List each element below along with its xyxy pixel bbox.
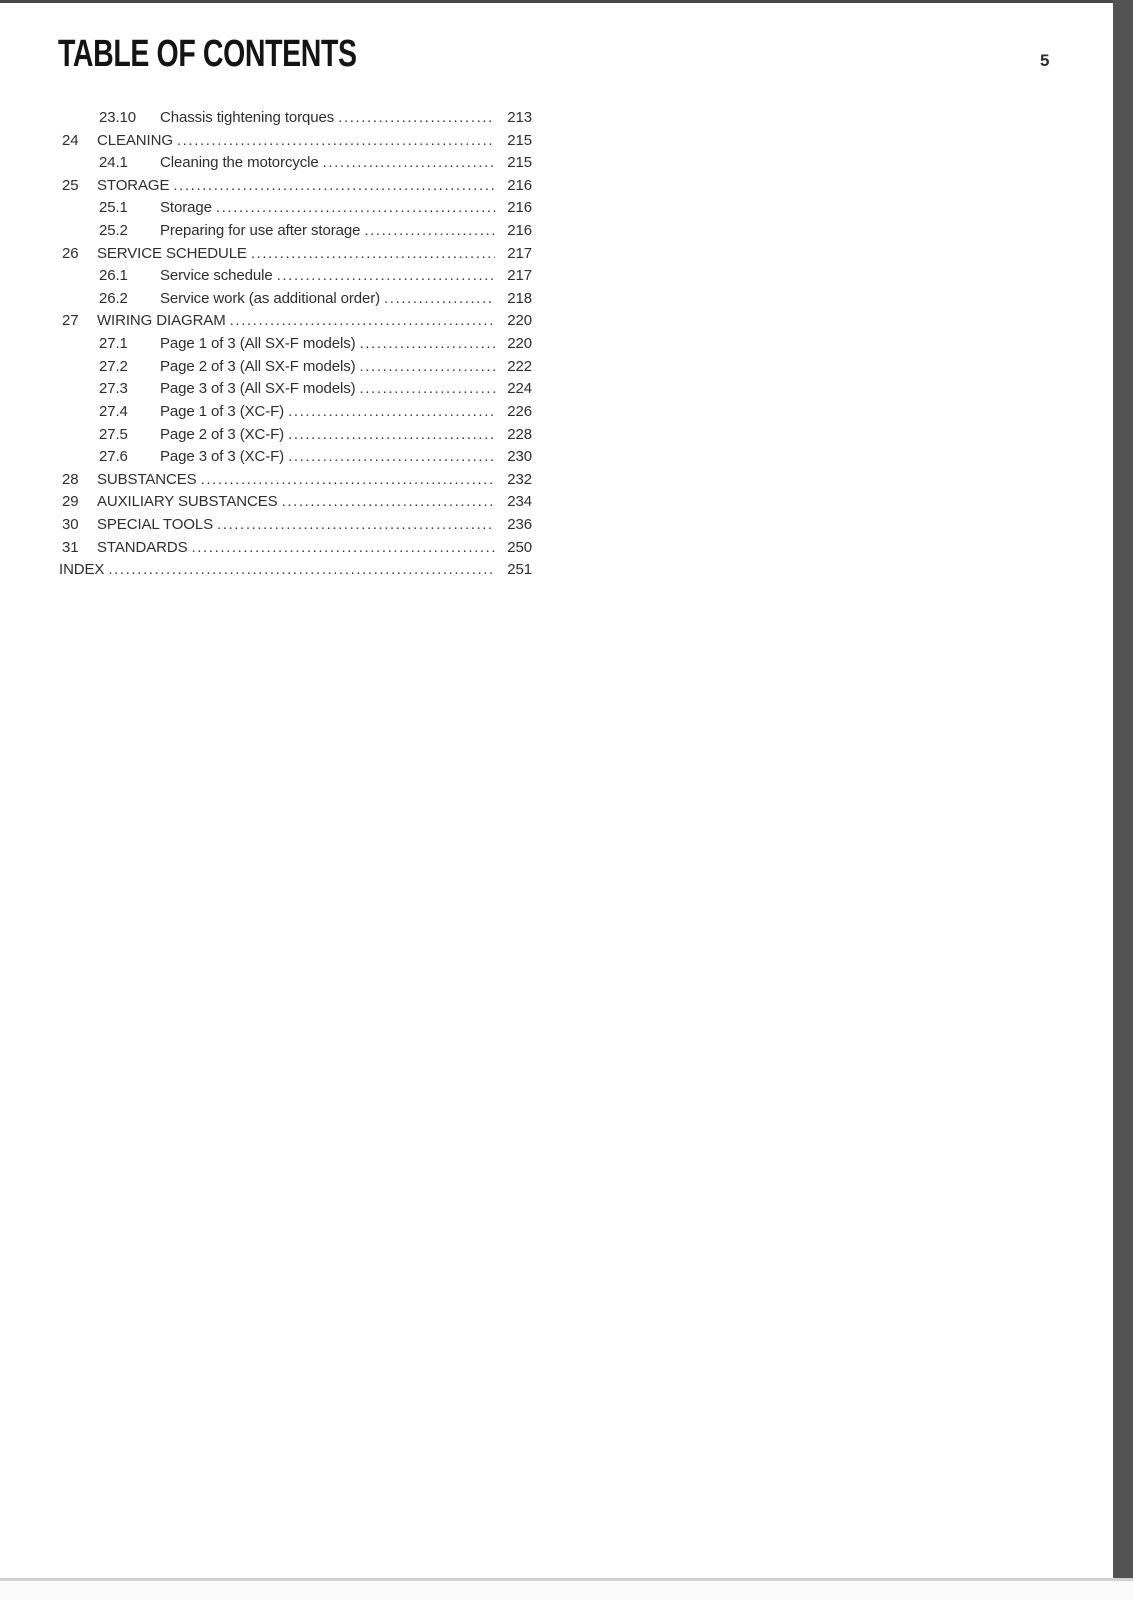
toc-entry — [0, 401, 532, 424]
toc-entry — [0, 424, 532, 447]
dot-leader — [288, 446, 495, 469]
toc-entry-number: 30 — [62, 515, 79, 533]
dot-leader — [177, 130, 495, 153]
dot-leader — [217, 514, 495, 537]
dot-leader — [251, 243, 495, 266]
toc-entry-number: 23.10 — [99, 109, 137, 126]
dot-leader — [201, 469, 495, 492]
toc-entry-label: Chassis tightening torques — [160, 109, 335, 126]
toc-entry-number: 27.3 — [99, 380, 128, 398]
toc-entry-number: 27.6 — [99, 448, 128, 466]
toc-entry-page: 215 — [507, 154, 532, 172]
toc-entry-label: Service work (as additional order) — [160, 289, 381, 307]
toc-entry — [0, 514, 532, 537]
toc-entry-label: Service schedule — [160, 267, 273, 285]
toc-entry-page: 217 — [507, 267, 532, 285]
toc-entry — [0, 220, 532, 243]
toc-entry-label: Page 3 of 3 (XC-F) — [160, 448, 285, 466]
toc-entry-page: 215 — [507, 131, 532, 149]
toc-entry-number: 24 — [62, 131, 79, 149]
toc-entry-label: Page 1 of 3 (XC-F) — [160, 402, 285, 420]
toc-entry-number: 27.2 — [99, 357, 128, 375]
toc-entry-label: Page 2 of 3 (XC-F) — [160, 425, 285, 443]
toc-entry-page: 216 — [507, 222, 532, 240]
toc-entry — [0, 310, 532, 333]
dot-leader — [364, 220, 495, 243]
toc-entry — [0, 243, 532, 266]
page-number: 5 — [1040, 51, 1050, 70]
viewer-bottom-gutter — [0, 1581, 1133, 1600]
toc-entry — [0, 107, 532, 130]
toc-entry — [0, 446, 532, 469]
dot-leader — [360, 378, 495, 401]
toc-entry-label: Preparing for use after storage — [160, 222, 361, 240]
toc-entry — [0, 378, 532, 401]
toc-entry-label: SERVICE SCHEDULE — [97, 244, 247, 262]
dot-leader — [338, 107, 495, 130]
viewer-top-border — [0, 0, 1133, 3]
toc-entry-page: 226 — [507, 402, 532, 420]
dot-leader — [230, 310, 495, 333]
toc-entry — [0, 333, 532, 356]
toc-entry-number: 27 — [62, 312, 79, 330]
toc-entry — [0, 559, 532, 582]
dot-leader — [323, 152, 495, 175]
toc-entry — [0, 469, 532, 492]
toc-entry-page: 224 — [507, 380, 532, 398]
toc-entry-number: 24.1 — [99, 154, 128, 172]
toc-entry-number: 29 — [62, 493, 79, 511]
toc-entry-number: 26.1 — [99, 267, 128, 285]
toc-entry-label: Storage — [160, 199, 212, 217]
toc-entry-page: 213 — [507, 109, 532, 126]
viewer-right-border — [1113, 0, 1133, 1579]
toc-entry-page: 220 — [507, 335, 532, 353]
dot-leader — [216, 197, 495, 220]
toc-entry-page: 218 — [507, 289, 532, 307]
toc-entry-label: Page 1 of 3 (All SX-F models) — [160, 335, 356, 353]
page-title: TABLE OF CONTENTS — [58, 33, 357, 75]
toc-entry-label: WIRING DIAGRAM — [97, 312, 226, 330]
toc-entry — [0, 130, 532, 153]
dot-leader — [360, 356, 495, 379]
toc-entry-number: 27.5 — [99, 425, 128, 443]
toc-entry-page: 216 — [507, 176, 532, 194]
toc-entry-label: AUXILIARY SUBSTANCES — [97, 493, 278, 511]
dot-leader — [282, 491, 495, 514]
toc-entry-number: 27.4 — [99, 402, 128, 420]
toc-entry-page: 232 — [507, 470, 532, 488]
toc-entry-page: 216 — [507, 199, 532, 217]
toc-entry-page: 222 — [507, 357, 532, 375]
toc-entry — [0, 491, 532, 514]
toc-entry-label: CLEANING — [97, 131, 173, 149]
toc-entry-page: 230 — [507, 448, 532, 466]
toc-entry-page: 228 — [507, 425, 532, 443]
toc-entry-label: Cleaning the motorcycle — [160, 154, 319, 172]
toc-entry-number: 25 — [62, 176, 79, 194]
toc-entry — [0, 356, 532, 379]
toc-entry-page: 217 — [507, 244, 532, 262]
toc-entry-page: 220 — [507, 312, 532, 330]
toc-entry-number: 25.2 — [99, 222, 128, 240]
toc-entry-number: 27.1 — [99, 335, 128, 353]
toc-entry-number: 26.2 — [99, 289, 128, 307]
toc-entry-number: 26 — [62, 244, 79, 262]
toc-entry-label: SPECIAL TOOLS — [97, 515, 213, 533]
toc-entry — [0, 197, 532, 220]
toc-entry-number: 28 — [62, 470, 79, 488]
toc-entry — [0, 537, 532, 560]
toc-entry-number: 25.1 — [99, 199, 128, 217]
dot-leader — [288, 424, 495, 447]
dot-leader — [360, 333, 495, 356]
toc-entry-label: STANDARDS — [97, 538, 188, 556]
dot-leader — [384, 288, 495, 311]
dot-leader — [108, 559, 495, 582]
toc-entry-page: 251 — [507, 561, 532, 579]
toc-list — [0, 107, 532, 582]
toc-entry-label: Page 2 of 3 (All SX-F models) — [160, 357, 356, 375]
toc-entry-page: 234 — [507, 493, 532, 511]
toc-entry — [0, 265, 532, 288]
dot-leader — [192, 537, 496, 560]
toc-entry-label: SUBSTANCES — [97, 470, 197, 488]
toc-entry — [0, 288, 532, 311]
dot-leader — [277, 265, 495, 288]
toc-entry-label: INDEX — [59, 561, 105, 579]
toc-entry-label: Page 3 of 3 (All SX-F models) — [160, 380, 356, 398]
dot-leader — [288, 401, 495, 424]
toc-entry-page: 250 — [507, 538, 532, 556]
toc-entry — [0, 152, 532, 175]
toc-entry-number: 31 — [62, 538, 79, 556]
toc-entry — [0, 175, 532, 198]
dot-leader — [173, 175, 495, 198]
toc-entry-label: STORAGE — [97, 176, 170, 194]
toc-entry-page: 236 — [507, 515, 532, 533]
